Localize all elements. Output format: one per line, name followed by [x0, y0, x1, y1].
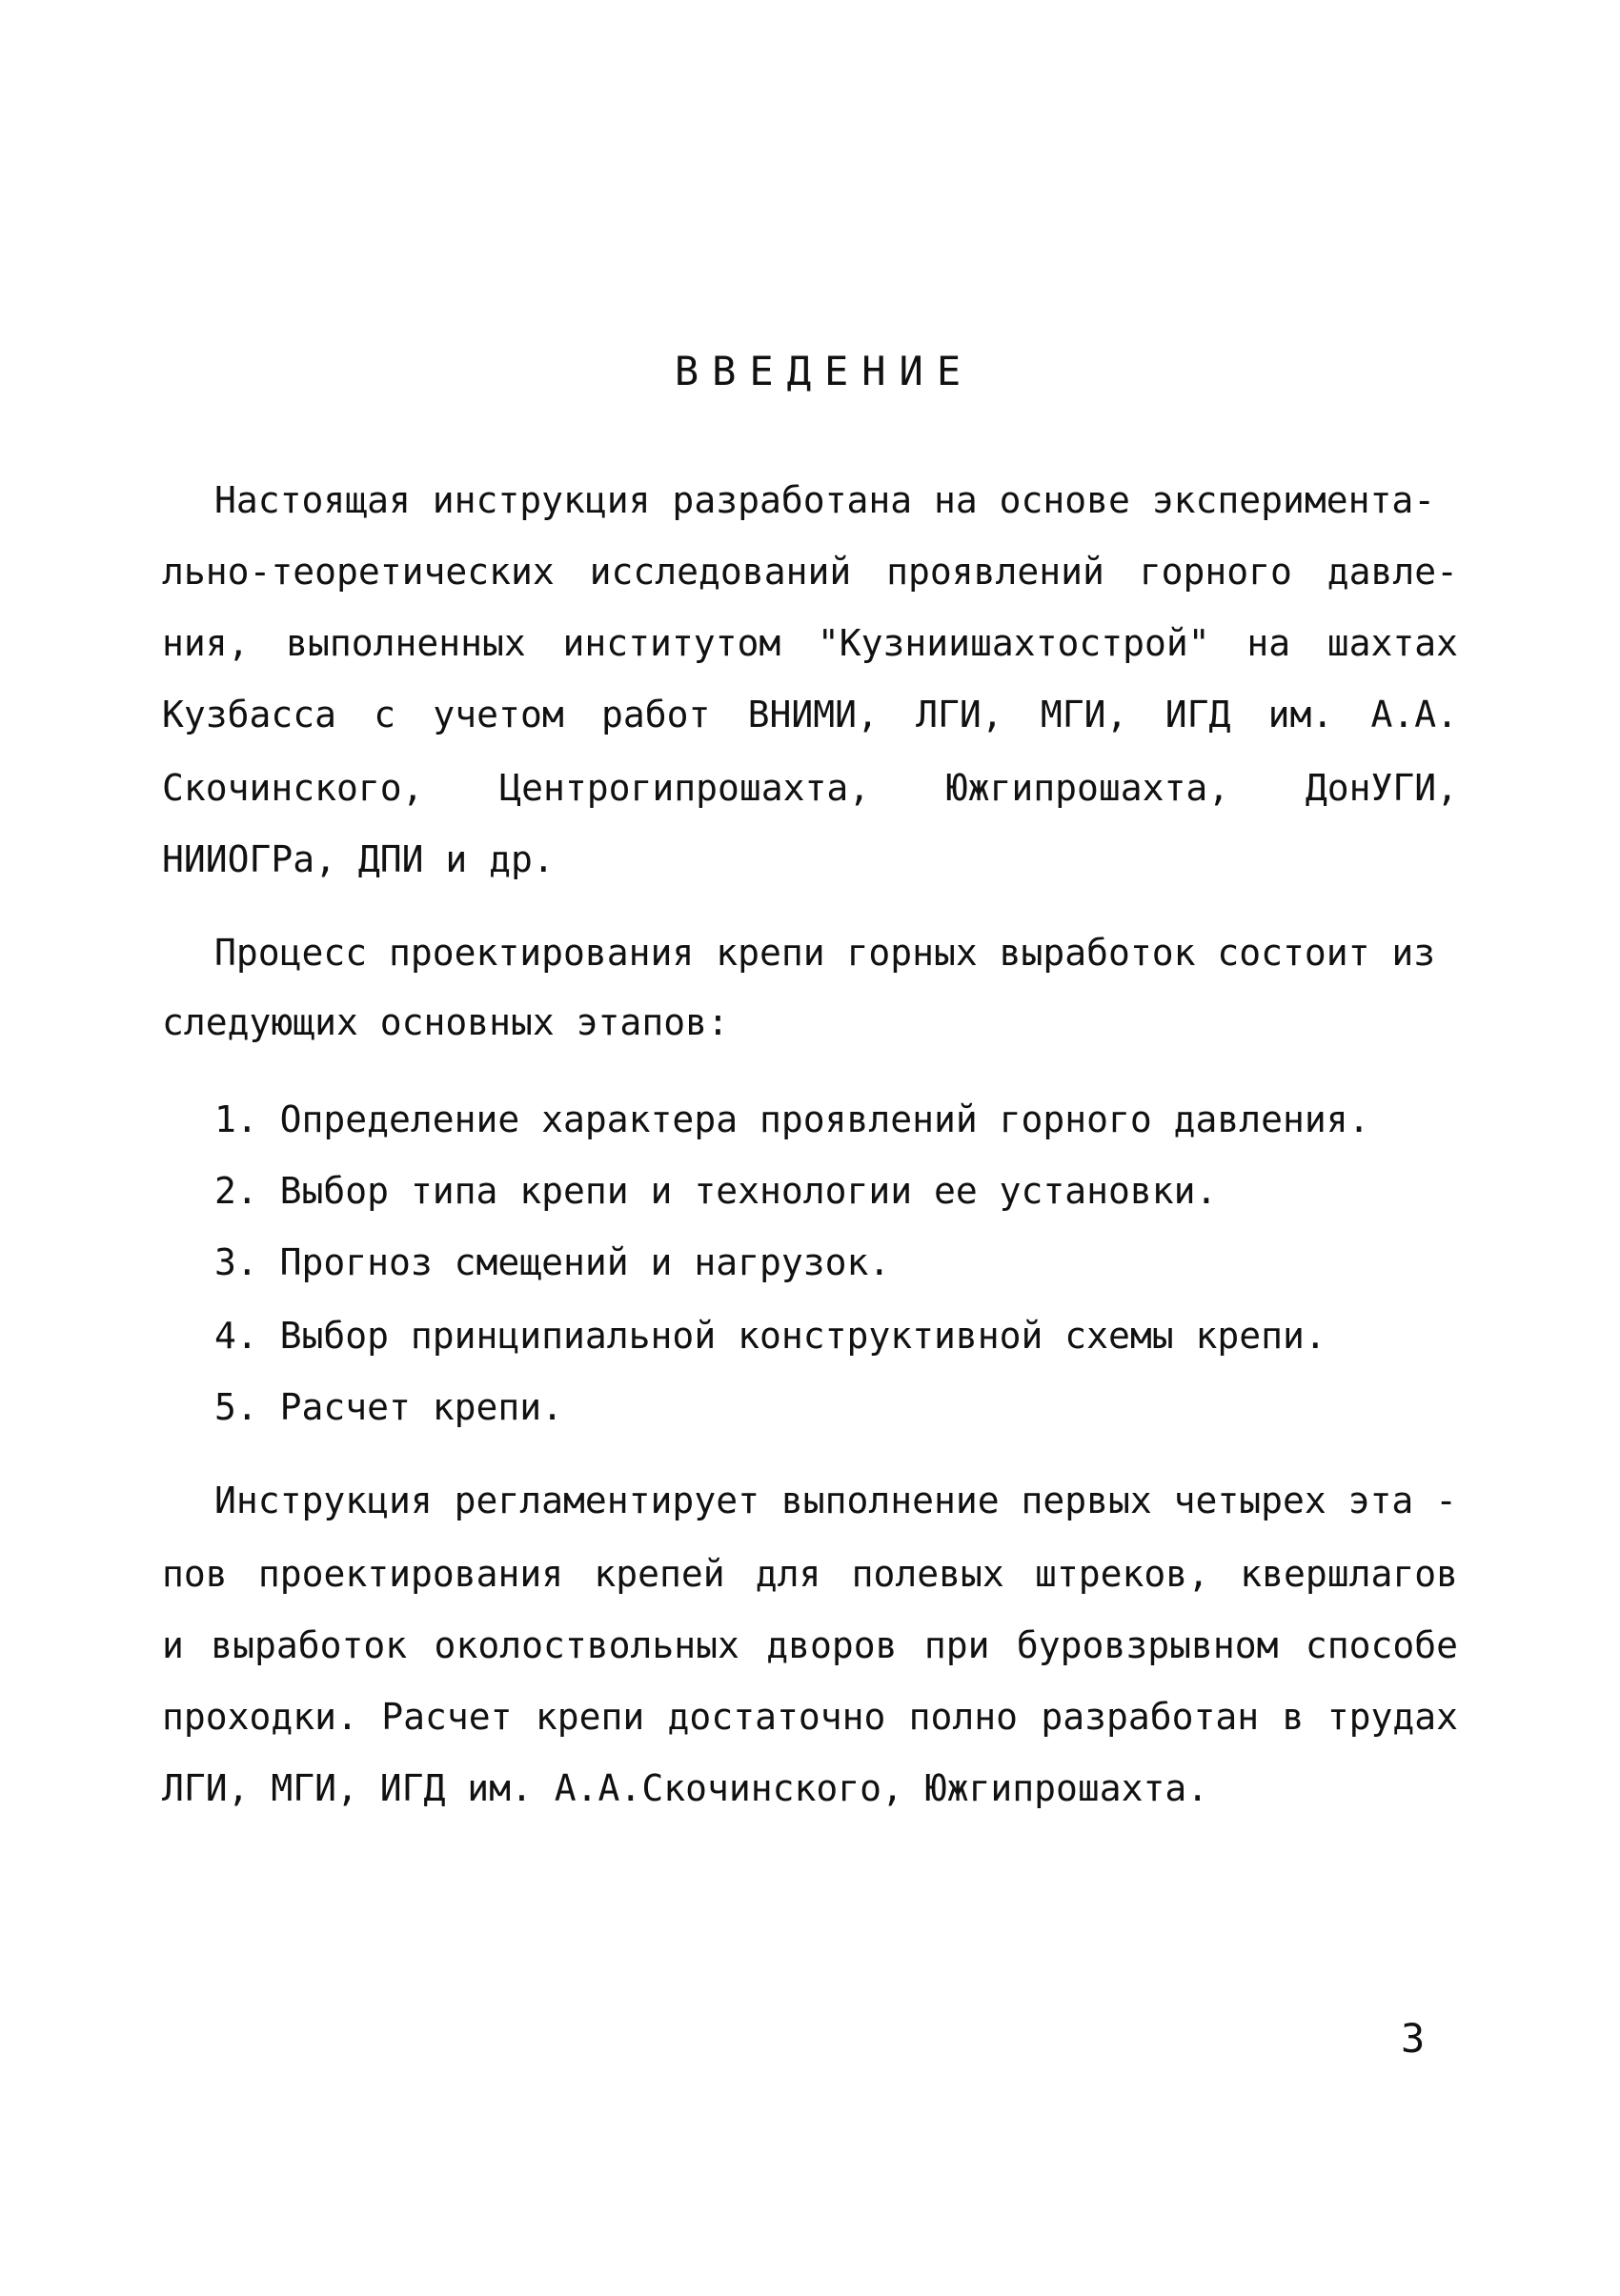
text-line: Процесс проектирования крепи горных выработок состоит из — [214, 932, 1436, 974]
text-line: льно-теоретических исследований проявлений горного давле- — [162, 551, 1458, 593]
text-line: ния, выполненных институтом "Кузниишахтострой" на шахтах — [162, 622, 1458, 664]
text-line: Инструкция регламентирует выполнение первых четырех эта - — [214, 1480, 1458, 1521]
text-line: пов проектирования крепей для полевых штреков, квершлагов — [162, 1553, 1458, 1595]
list-item: 2. Выбор типа крепи и технологии ее установки. — [214, 1170, 1218, 1212]
text-line: и выработок околоствольных дворов при буровзрывном способе — [162, 1624, 1458, 1666]
text-line: Кузбасса с учетом работ ВНИМИ, ЛГИ, МГИ, ИГД им. А.А. — [162, 694, 1458, 735]
text-line: следующих основных этапов: — [162, 1001, 729, 1043]
list-item: 1. Определение характера проявлений горного давления. — [214, 1098, 1370, 1140]
list-item: 3. Прогноз смещений и нагрузок. — [214, 1241, 891, 1283]
text-line: проходки. Расчет крепи достаточно полно разработан в трудах — [162, 1696, 1458, 1738]
list-item: 5. Расчет крепи. — [214, 1386, 564, 1428]
section-heading: ВВЕДЕНИЕ — [674, 348, 975, 394]
text-line: Настоящая инструкция разработана на основе эксперимента- — [214, 479, 1436, 521]
text-line: НИИОГРа, ДПИ и др. — [162, 838, 555, 880]
list-item: 4. Выбор принципиальной конструктивной схемы крепи. — [214, 1315, 1326, 1357]
text-line: ЛГИ, МГИ, ИГД им. А.А.Скочинского, Южгипрошахта. — [162, 1767, 1209, 1809]
text-line: Скочинского, Центрогипрошахта, Южгипрошахта, ДонУГИ, — [162, 767, 1458, 809]
page-number: 3 — [1401, 2015, 1426, 2062]
